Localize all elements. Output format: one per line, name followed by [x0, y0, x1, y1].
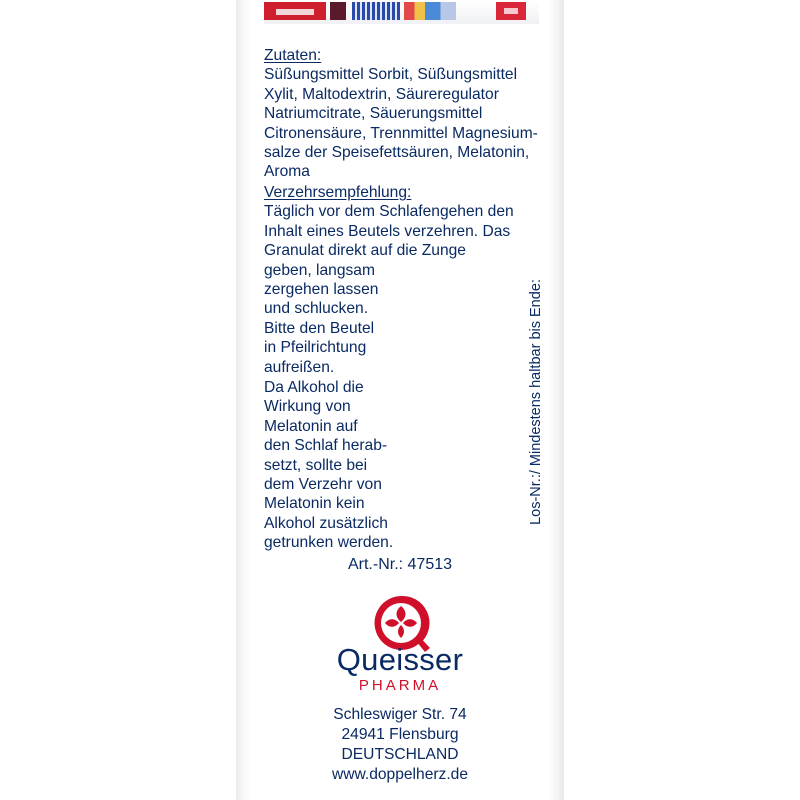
alcohol-note-line: Da Alkohol die	[264, 379, 364, 396]
alcohol-note-section	[264, 378, 554, 553]
advice-line: zergehen lassen	[264, 281, 379, 299]
manufacturer-address	[290, 705, 510, 785]
advice-line: Inhalt eines Beutels verzehren. Das	[264, 222, 511, 240]
package-top-edge-print	[264, 0, 539, 24]
address-website: www.doppelherz.de	[331, 766, 469, 783]
advice-heading: Verzehrsempfehlung:	[264, 184, 412, 201]
address-country: DEUTSCHLAND	[341, 746, 459, 763]
alcohol-note-line: getrunken werden.	[264, 534, 394, 552]
alcohol-note-line: Melatonin auf	[264, 417, 358, 435]
ingredients-heading: Zutaten:	[264, 47, 322, 64]
alcohol-note-line: Melatonin kein	[264, 495, 365, 513]
alcohol-note-line: den Schlaf herab-	[264, 437, 388, 455]
advice-line: in Pfeilrichtung	[264, 339, 367, 357]
advice-section	[264, 183, 554, 377]
alcohol-note-line: Wirkung von	[264, 398, 351, 416]
ingredients-section	[264, 46, 554, 182]
ingredients-line: Aroma	[264, 163, 310, 181]
advice-line: Granulat direkt auf die Zunge	[264, 242, 466, 260]
lot-expiry-label	[526, 266, 546, 538]
advice-line: Bitte den Beutel	[264, 319, 375, 337]
address-city: 24941 Flensburg	[341, 726, 459, 743]
brand-subtitle: PHARMA	[358, 677, 442, 694]
ingredients-line: Citronensäure, Trennmittel Magnesium-	[264, 124, 538, 142]
brand-name: Queisser	[336, 642, 464, 677]
alcohol-note-line: setzt, sollte bei	[264, 456, 368, 474]
article-number: Art.-Nr.: 47513	[347, 556, 453, 573]
ingredients-line: Süßungsmittel Sorbit, Süßungsmittel	[264, 66, 518, 84]
advice-line: Täglich vor dem Schlafengehen den	[264, 203, 514, 221]
advice-line: aufreißen.	[264, 358, 335, 376]
ingredients-line: Natriumcitrate, Säuerungsmittel	[264, 105, 483, 123]
advice-line: geben, langsam	[264, 261, 375, 279]
alcohol-note-line: dem Verzehr von	[264, 476, 382, 494]
alcohol-note-line: Alkohol zusätzlich	[264, 514, 388, 532]
ingredients-line: salze der Speisefettsäuren, Melatonin,	[264, 144, 530, 162]
advice-line: und schlucken.	[264, 300, 369, 318]
lot-expiry-text: Los-Nr.:/ Mindestens haltbar bis Ende:	[528, 279, 544, 525]
address-street: Schleswiger Str. 74	[333, 706, 467, 723]
brand-block	[300, 642, 500, 695]
ingredients-line: Xylit, Maltodextrin, Säureregulator	[264, 85, 499, 103]
